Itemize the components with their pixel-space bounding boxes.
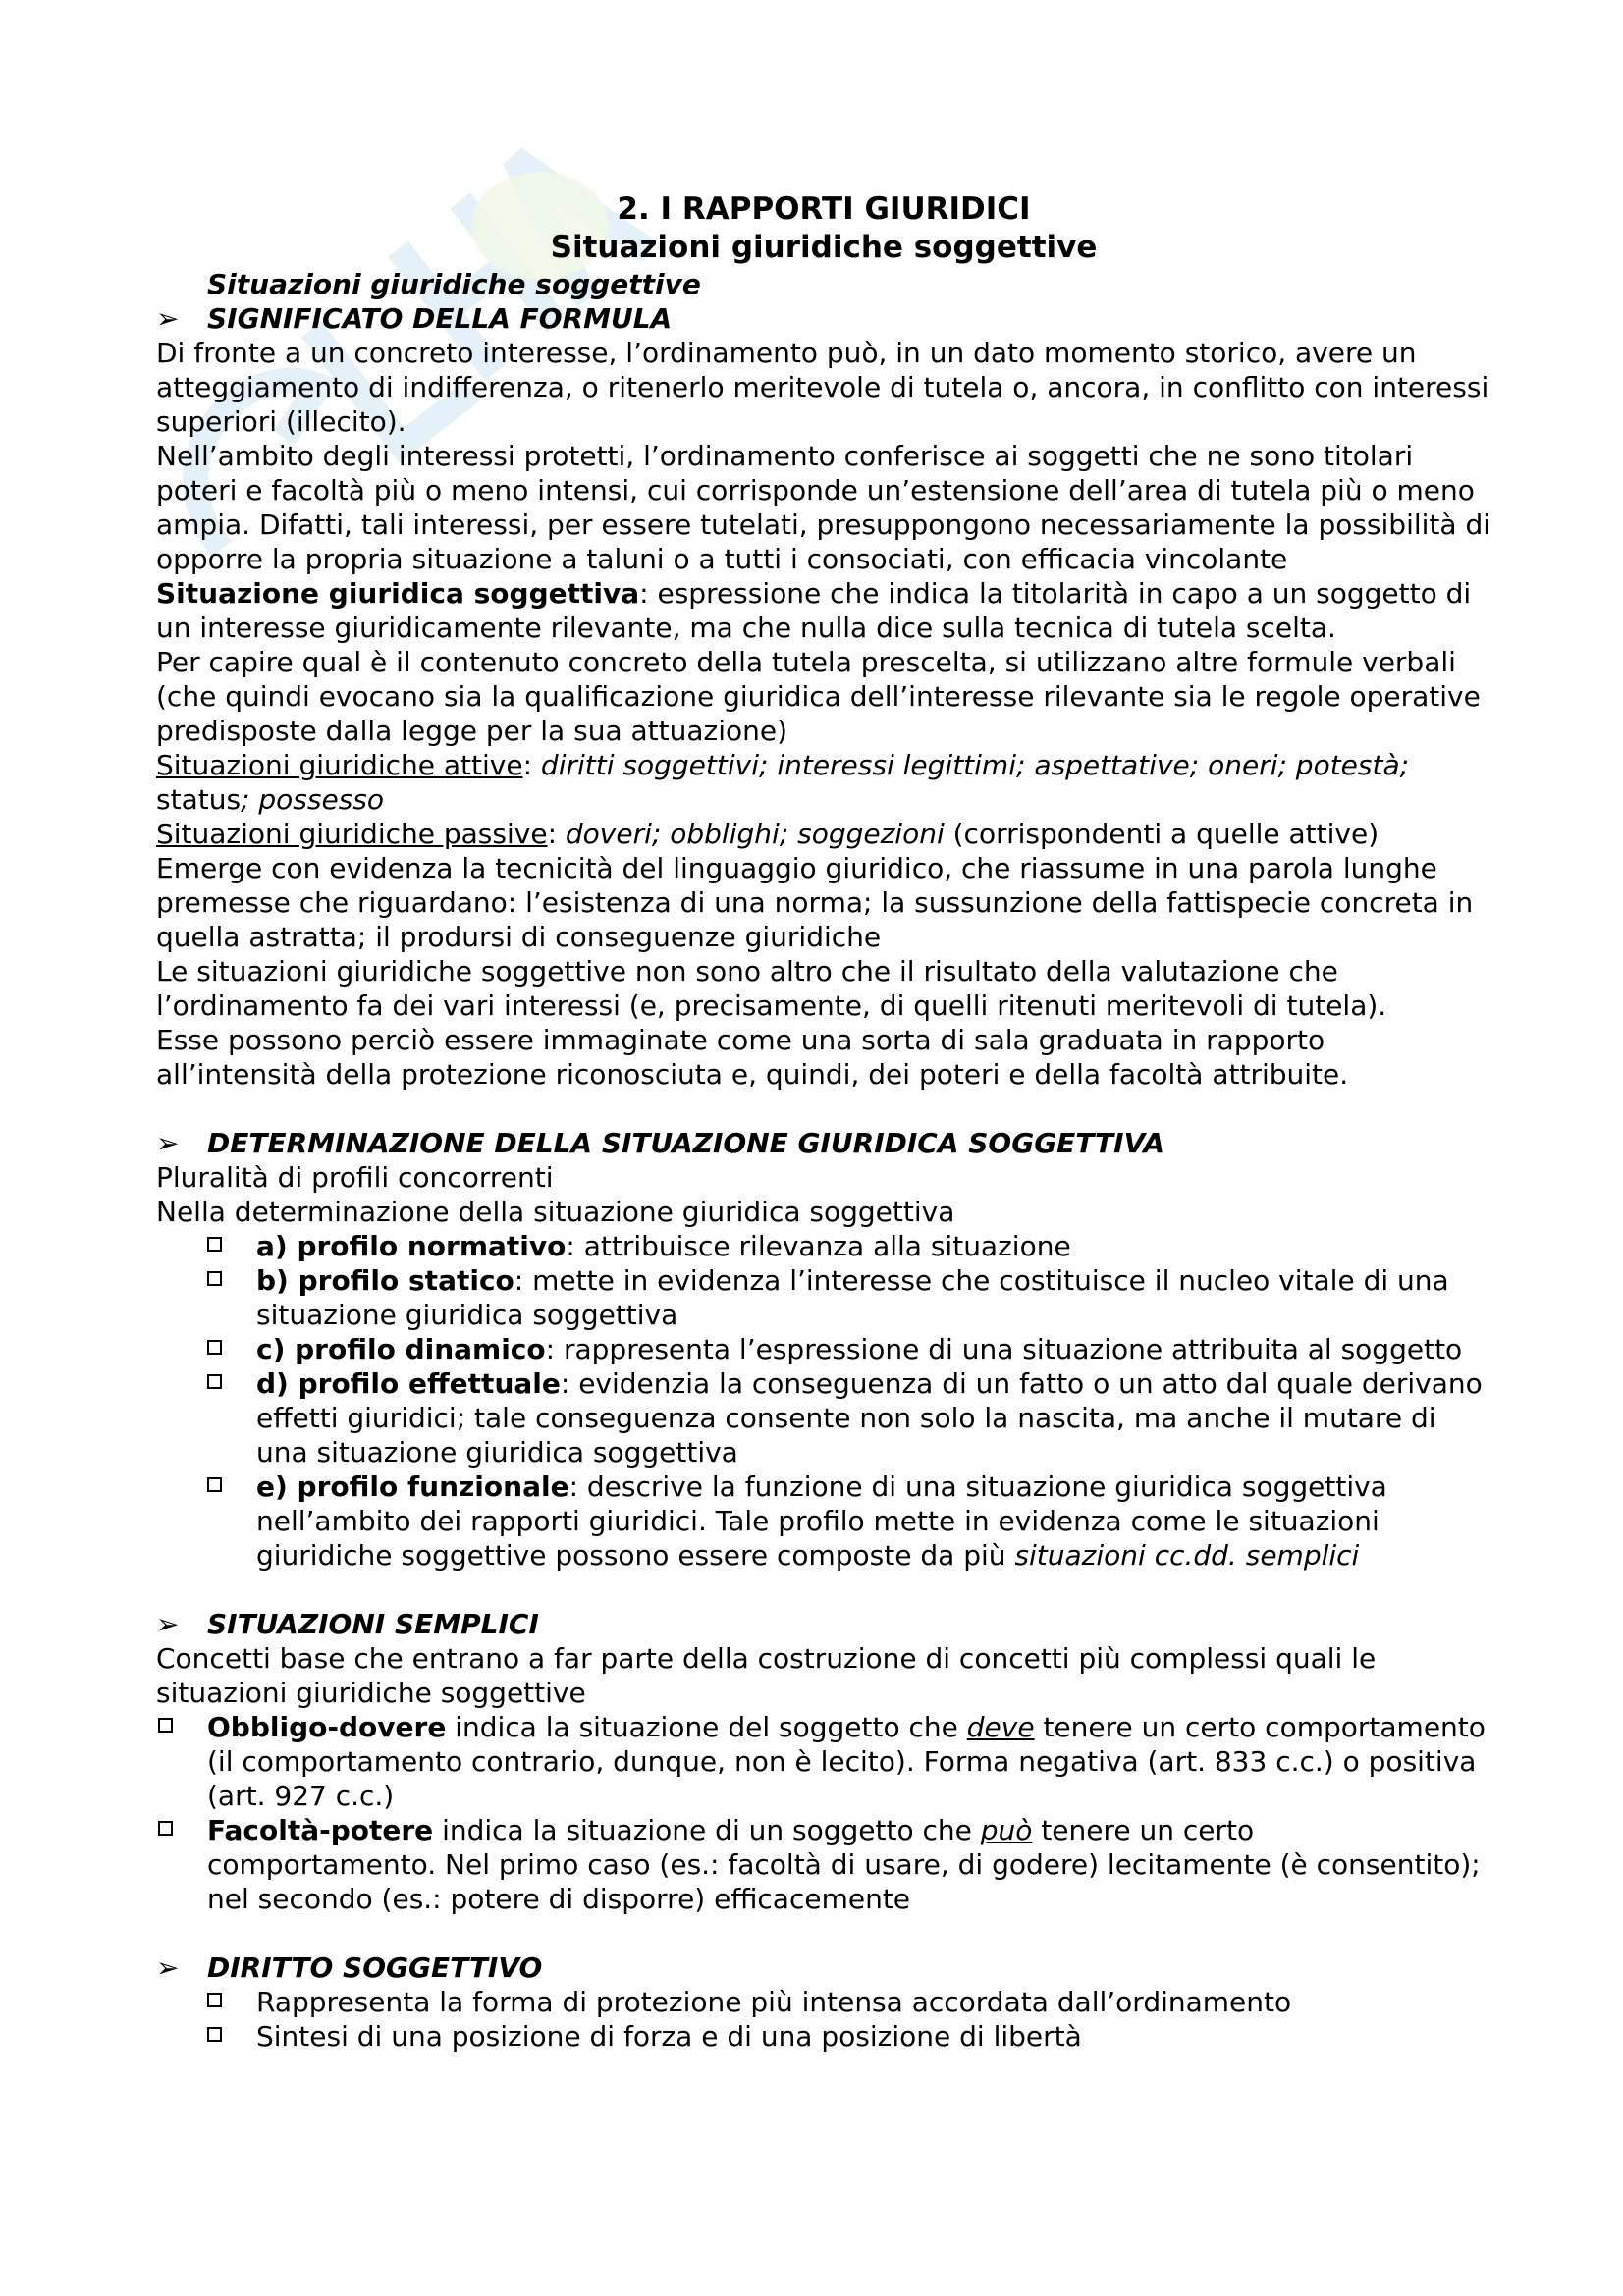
- spacer: [156, 1916, 1491, 1950]
- item-term: e) profilo funzionale: [256, 1470, 569, 1503]
- paragraph: Pluralità di profili concorrenti: [156, 1161, 554, 1194]
- paragraph: Per capire qual è il contenuto concreto della tutela prescelta, si utilizzano altre formule verbali (che quindi evocano sia la qualificazione giuridica dell’interesse rilevante sia le regole operative predisposte dalla legge per la sua attuazione): [156, 646, 1481, 747]
- spacer: [156, 1573, 1491, 1607]
- paragraph: Esse possono perciò essere immaginate come una sorta di sala graduata in rapporto all’intensità della protezione riconosciuta e, quindi, dei poteri e della facoltà attribuite.: [156, 1024, 1349, 1091]
- profile-list: [156, 1229, 1491, 1573]
- diritto-list: [156, 1985, 1491, 2054]
- item-text: Sintesi di una posizione di forza e di una posizione di libertà: [256, 2020, 1082, 2053]
- paragraph: Nella determinazione della situazione giuridica soggettiva: [156, 1196, 955, 1228]
- arrow-bullet-icon: ➢: [156, 1608, 180, 1640]
- checkbox-bullet-icon: [207, 2027, 222, 2042]
- definition-text: : espressione che indica la titolarità in capo a un soggetto di un interesse giuridicamente rilevante, ma che nulla dice sulla tecnica di tutela scelta.: [156, 577, 1472, 644]
- list-item: [205, 1229, 1491, 1263]
- section-heading-situazioni-semplici: [156, 1607, 1491, 1641]
- item-term: b) profilo statico: [256, 1264, 514, 1297]
- paragraph: Concetti base che entrano a far parte della costruzione di concetti più complessi quali le situazioni giuridiche soggettive: [156, 1642, 1377, 1709]
- section-heading-diritto-soggettivo: [156, 1950, 1491, 1985]
- checkbox-bullet-icon: [158, 1821, 173, 1836]
- item-term: Facoltà-potere: [207, 1814, 434, 1846]
- arrow-bullet-icon: ➢: [156, 1127, 180, 1159]
- item-text: tenere un certo comportamento (il comportamento contrario, dunque, non è lecito). Forma negativa (art. 833 c.c.) o positiva (art. 927 c.c.): [207, 1711, 1486, 1812]
- list-item: [205, 2019, 1491, 2054]
- active-label: Situazioni giuridiche attive: [156, 749, 523, 781]
- page-subtitle: Situazioni giuridiche soggettive: [550, 230, 1098, 265]
- active-list: diritti soggettivi; interessi legittimi; aspettative; oneri; potestà;: [540, 749, 1410, 781]
- list-item: [205, 1985, 1491, 2019]
- item-term: a) profilo normativo: [256, 1230, 567, 1262]
- section-heading-significato: [156, 301, 1491, 336]
- list-item: [205, 1332, 1491, 1366]
- passive-list: doveri; obblighi; soggezioni: [565, 818, 945, 850]
- item-text: indica la situazione di un soggetto che: [433, 1814, 981, 1846]
- item-text: : attribuisce rilevanza alla situazione: [566, 1230, 1071, 1262]
- paragraph-definition: [156, 576, 1491, 645]
- paragraph: Le situazioni giuridiche soggettive non sono altro che il risultato della valutazione che l’ordinamento fa dei vari interessi (e, precisamente, di quelli ritenuti meritevoli di tutela).: [156, 955, 1387, 1022]
- item-text: indica la situazione del soggetto che: [446, 1711, 967, 1743]
- passive-rest: (corrispondenti a quelle attive): [944, 818, 1380, 850]
- checkbox-bullet-icon: [207, 1340, 222, 1355]
- item-italic: situazioni cc.dd. semplici: [1014, 1539, 1360, 1572]
- page-title: 2. I RAPPORTI GIURIDICI: [617, 191, 1031, 227]
- item-text: : evidenzia la conseguenza di un fatto o un atto dal quale derivano effetti giuridici; tale conseguenza consente non solo la nascita, ma anche il mutare di una situazione giuridica soggettiva: [256, 1367, 1483, 1468]
- list-item: [205, 1366, 1491, 1469]
- list-item: [156, 1813, 1491, 1916]
- item-term: Obbligo-dovere: [207, 1711, 447, 1743]
- checkbox-bullet-icon: [207, 1374, 222, 1389]
- simple-situations-list: [156, 1710, 1491, 1916]
- item-term: d) profilo effettuale: [256, 1367, 561, 1400]
- section-heading-text: DETERMINAZIONE DELLA SITUAZIONE GIURIDICA SOGGETTIVA: [207, 1127, 1165, 1159]
- checkbox-bullet-icon: [158, 1718, 173, 1733]
- item-emphasis: deve: [966, 1711, 1035, 1743]
- separator: :: [522, 749, 541, 781]
- section-heading-determinazione: [156, 1126, 1491, 1160]
- paragraph: Emerge con evidenza la tecnicità del linguaggio giuridico, che riassume in una parola lunghe premesse che riguardano: l’esistenza di una norma; la sussunzione della fattispecie concreta in quella astratta; il prodursi di conseguenze giuridiche: [156, 852, 1474, 953]
- item-text: : rappresenta l’espressione di una situazione attribuita al soggetto: [545, 1333, 1463, 1365]
- item-emphasis: può: [980, 1814, 1033, 1846]
- item-text: : mette in evidenza l’interesse che costituisce il nucleo vitale di una situazione giuridica soggettiva: [256, 1264, 1449, 1331]
- list-item: [156, 1710, 1491, 1813]
- list-item: [205, 1263, 1491, 1332]
- item-text: tenere un certo comportamento. Nel primo caso (es.: facoltà di usare, di godere) lecitamente (è consentito); nel secondo (es.: potere di disporre) efficacemente: [207, 1814, 1481, 1915]
- active-end: ; possesso: [241, 783, 384, 816]
- passive-situations-line: [156, 817, 1491, 851]
- active-status: status: [156, 783, 242, 816]
- item-text: Rappresenta la forma di protezione più intensa accordata dall’ordinamento: [256, 1986, 1292, 2018]
- document-page: [156, 190, 1491, 2054]
- bold-term: Situazione giuridica soggettiva: [156, 577, 640, 610]
- checkbox-bullet-icon: [207, 1237, 222, 1252]
- section-heading-text: DIRITTO SOGGETTIVO: [207, 1951, 543, 1984]
- spacer: [156, 1092, 1491, 1126]
- section-heading-text: SIGNIFICATO DELLA FORMULA: [207, 302, 673, 335]
- passive-label: Situazioni giuridiche passive: [156, 818, 548, 850]
- checkbox-bullet-icon: [207, 1271, 222, 1286]
- paragraph: Di fronte a un concreto interesse, l’ordinamento può, in un dato momento storico, avere un atteggiamento di indifferenza, o ritenerlo meritevole di tutela o, ancora, in conflitto con interessi superiori (illecito).: [156, 337, 1489, 438]
- checkbox-bullet-icon: [207, 1477, 222, 1492]
- separator: :: [547, 818, 566, 850]
- checkbox-bullet-icon: [207, 1993, 222, 2007]
- section-heading-text: SITUAZIONI SEMPLICI: [207, 1608, 539, 1640]
- item-term: c) profilo dinamico: [256, 1333, 546, 1365]
- arrow-bullet-icon: ➢: [156, 1951, 180, 1984]
- section-subheading: Situazioni giuridiche soggettive: [207, 268, 701, 300]
- item-text: : descrive la funzione di una situazione giuridica soggettiva nell’ambito dei rapporti giuridici. Tale profilo mette in evidenza come le situazioni giuridiche soggettive possono essere composte da più: [256, 1470, 1387, 1572]
- list-item: [205, 1469, 1491, 1573]
- active-situations-line: [156, 748, 1491, 817]
- paragraph: Nell’ambito degli interessi protetti, l’ordinamento conferisce ai soggetti che ne sono titolari poteri e facoltà più o meno intensi, cui corrisponde un’estensione dell’area di tutela più o meno ampia. Difatti, tali interessi, per essere tutelati, presuppongono necessariamente la possibilità di opporre la propria situazione a taluni o a tutti i consociati, con efficacia vincolante: [156, 440, 1490, 575]
- arrow-bullet-icon: ➢: [156, 302, 180, 335]
